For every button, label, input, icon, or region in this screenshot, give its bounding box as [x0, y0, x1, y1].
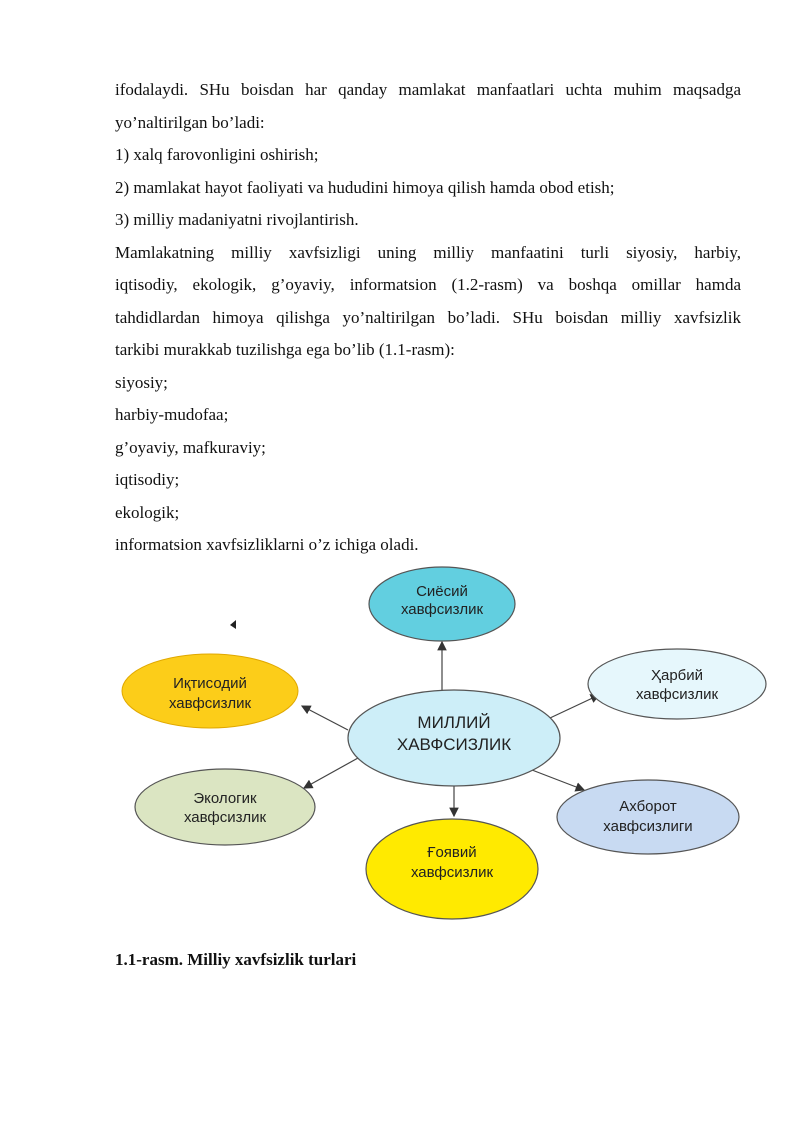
list-item: ekologik; — [115, 502, 180, 522]
node-harbiy — [588, 649, 766, 719]
node-center — [348, 690, 560, 786]
node-harbiy-label-1: Ҳарбий — [650, 667, 704, 684]
list-item: informatsion xavfsizliklarni o’z ichiga oladi. — [115, 535, 419, 554]
security-types-diagram — [112, 558, 777, 930]
list-item: siyosiy; — [115, 372, 168, 392]
node-center-label-1: МИЛЛИЙ — [417, 713, 491, 732]
list-item: iqtisodiy; — [115, 470, 180, 489]
node-ekologik-shape — [135, 769, 315, 845]
goal-item-2: 2) mamlakat hayot faoliyati va hududini himoya qilish hamda obod etish; — [115, 177, 615, 197]
paragraph-line: Mamlakatning milliy xavfsizligi uning milliy manfaatini turli siyosiy, harbiy, — [115, 242, 741, 262]
stray-arrow-mark — [230, 620, 236, 629]
node-goyaviy — [366, 819, 538, 919]
node-harbiy-shape — [588, 649, 766, 719]
figure-caption: 1.1-rasm. Milliy xavfsizlik turlari — [115, 950, 357, 969]
paragraph-line: ifodalaydi. SHu boisdan har qanday mamlakat manfaatlari uchta muhim maqsadga — [115, 80, 741, 99]
connector-axborot — [532, 770, 584, 790]
node-siyosiy-label-1: Сиёсий — [416, 583, 468, 600]
node-center-label-2: ХАВФСИЗЛИК — [396, 735, 512, 754]
node-ekologik-label-2: хавфсизлик — [183, 809, 267, 826]
connector-harbiy — [550, 695, 599, 718]
node-iqtisodiy — [122, 654, 298, 728]
node-siyosiy — [369, 567, 515, 641]
node-goyaviy-label-1: Ғоявий — [427, 844, 477, 861]
connector-iqtisodiy — [302, 706, 348, 730]
list-item: g’oyaviy, mafkuraviy; — [115, 437, 266, 457]
node-ekologik — [135, 769, 315, 845]
body-text — [115, 74, 741, 562]
node-axborot-shape — [557, 780, 739, 854]
paragraph-line: tahdidlardan himoya qilishga yo’naltirilgan bo’ladi. SHu boisdan milliy xavfsizlik — [115, 307, 741, 327]
node-goyaviy-label-2: хавфсизлик — [410, 864, 494, 881]
node-harbiy-label-2: хавфсизлик — [635, 686, 719, 703]
node-ekologik-label-1: Экологик — [193, 790, 257, 807]
node-axborot-label-1: Ахборот — [619, 798, 677, 815]
paragraph-line: yo’naltirilgan bo’ladi: — [115, 112, 265, 132]
list-item: harbiy-mudofaa; — [115, 405, 229, 424]
node-siyosiy-label-2: хавфсизлик — [400, 601, 484, 618]
node-iqtisodiy-label-1: Иқтисодий — [173, 675, 247, 692]
node-axborot-label-2: хавфсизлиги — [603, 818, 693, 835]
connector-ekologik — [304, 758, 358, 788]
goal-item-3: 3) milliy madaniyatni rivojlantirish. — [115, 210, 359, 229]
node-iqtisodiy-label-2: хавфсизлик — [168, 695, 252, 712]
goal-item-1: 1) xalq farovonligini oshirish; — [115, 145, 319, 164]
paragraph-line: tarkibi murakkab tuzilishga ega bo’lib (1.1-rasm): — [115, 340, 455, 359]
paragraph-line: iqtisodiy, ekologik, g’oyaviy, informatsion (1.2-rasm) va boshqa omillar hamda — [115, 275, 741, 294]
node-axborot — [557, 780, 739, 854]
